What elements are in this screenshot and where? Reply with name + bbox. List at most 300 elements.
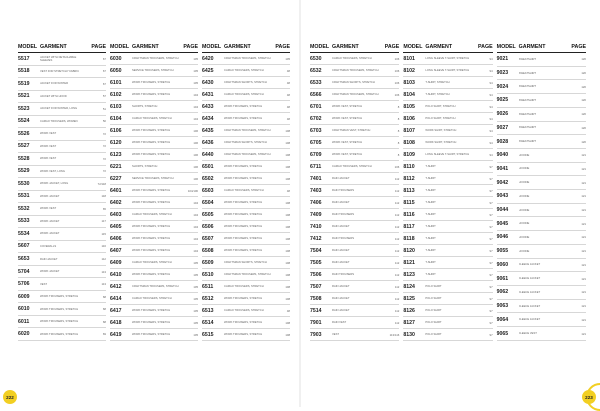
header-model: MODEL [497, 44, 519, 53]
table-row [110, 125, 198, 137]
page-reference: 105 [181, 257, 198, 269]
table-row [110, 281, 198, 293]
table-row [497, 53, 586, 67]
garment-name: WORK TROUSERS, STRETCH [132, 245, 181, 257]
model-number: 7401 [310, 173, 332, 185]
table-row [310, 293, 399, 305]
garment-name: CARGO TROUSERS, STRETCH [132, 293, 181, 305]
garment-name: WORK JACKET, LONG [40, 178, 89, 191]
garment-name: T-SHIRT [425, 257, 475, 269]
garment-name: FLEECE JACKET [519, 272, 569, 286]
page-reference: 67 [89, 65, 106, 78]
page-reference: 121 [569, 244, 586, 258]
garment-name: CRAFTSMAN TROUSERS, STRETCH [132, 53, 181, 65]
garment-name: RAIN JACKET [40, 253, 89, 266]
model-number: 6123 [110, 149, 132, 161]
table-row [18, 315, 106, 328]
garment-name: HOODIE [519, 203, 569, 217]
page-reference: 106 [382, 161, 399, 173]
table-row [110, 101, 198, 113]
table-row [497, 299, 586, 313]
page-reference: 112 [382, 245, 399, 257]
page-reference: 121 [569, 327, 586, 341]
table-row [310, 329, 399, 341]
garment-name: WORK TROUSERS, STRETCH [132, 269, 181, 281]
table-header-row [18, 44, 106, 53]
header-garment: GARMENT [40, 44, 89, 53]
garment-name: T-SHIRT [425, 233, 475, 245]
model-number: 6701 [310, 101, 332, 113]
table-row [403, 317, 492, 329]
table-row [497, 66, 586, 80]
model-number: 8106 [403, 113, 425, 125]
model-number: 6709 [310, 149, 332, 161]
garment-name: RAIN TROUSERS [332, 233, 382, 245]
garment-name: WORK TROUSERS, STRETCH [40, 290, 89, 303]
model-number: 8116 [403, 209, 425, 221]
garment-name: CRAFTSMAN TROUSERS, STRETCH [332, 89, 382, 101]
garment-name: CARGO TROUSERS, STRETCH [332, 53, 382, 65]
table-row [403, 125, 492, 137]
table-row [403, 293, 492, 305]
page-reference: 72 [89, 153, 106, 166]
garment-name: T-SHIRT [425, 185, 475, 197]
garment-name: WORK TROUSERS, STRETCH [224, 221, 273, 233]
table-row [310, 161, 399, 173]
table-row [310, 77, 399, 89]
garment-name: LONG SLEEVE T-SHIRT, STRETCH [425, 53, 475, 65]
model-number: 6703 [310, 125, 332, 137]
model-number: 5533 [18, 215, 40, 228]
page-reference: 48 [273, 77, 290, 89]
garment-name: HOODIE [519, 162, 569, 176]
table-row [403, 245, 492, 257]
table-row [497, 244, 586, 258]
table-row [403, 221, 492, 233]
garment-name: WORK JACKET [40, 190, 89, 203]
table-row [18, 253, 106, 266]
page-reference: 108 [273, 269, 290, 281]
page-reference: 97 [476, 281, 493, 293]
page-reference: 121 [569, 203, 586, 217]
table-row [110, 329, 198, 341]
page-reference: 97 [476, 233, 493, 245]
garment-name: T-SHIRT [425, 221, 475, 233]
model-index-table [110, 44, 198, 341]
model-number: 5519 [18, 78, 40, 91]
table-row [403, 281, 492, 293]
garment-name: CRAFTSMAN SHORTS, STRETCH [224, 137, 273, 149]
table-row [202, 65, 290, 77]
garment-name: WORK TROUSERS, STRETCH [224, 173, 273, 185]
garment-name: CRAFTSMAN SHORTS, STRETCH [224, 257, 273, 269]
table-row [403, 305, 492, 317]
model-number: 9041 [497, 162, 519, 176]
model-number: 6101 [110, 77, 132, 89]
table-row [403, 257, 492, 269]
model-number: 6420 [202, 53, 224, 65]
garment-name: WORK TROUSERS, STRETCH [132, 317, 181, 329]
garment-name: CRAFTSMAN TROUSERS, STRETCH [332, 65, 382, 77]
table-row [310, 221, 399, 233]
model-number: 9042 [497, 176, 519, 190]
table-row [310, 269, 399, 281]
model-number: 6504 [202, 197, 224, 209]
model-index-table [202, 44, 290, 341]
page-reference: 108 [273, 161, 290, 173]
garment-name: RAIN VEST [332, 317, 382, 329]
model-number: 5532 [18, 203, 40, 216]
model-number: 8125 [403, 293, 425, 305]
garment-name: WORK VEST, STRETCH [332, 101, 382, 113]
page-reference: 112 [382, 269, 399, 281]
page-reference: 48 [273, 65, 290, 77]
model-number: 9040 [497, 148, 519, 162]
page-reference: 113/116 [382, 329, 399, 341]
model-number: 7903 [310, 329, 332, 341]
page-reference: 104 [181, 233, 198, 245]
model-number: 6412 [110, 281, 132, 293]
table-row [110, 245, 198, 257]
model-number: 6120 [110, 137, 132, 149]
page-reference: 72/118 [89, 178, 106, 191]
table-row [310, 233, 399, 245]
table-row [497, 176, 586, 190]
model-number: 8118 [403, 233, 425, 245]
garment-name: T-SHIRT, STRETCH [425, 89, 475, 101]
model-number: 6020 [18, 328, 40, 341]
garment-name: JACKET FOR WINTER [40, 78, 89, 91]
table-row [110, 137, 198, 149]
page-reference: 108 [273, 293, 290, 305]
page-reference: 69 [89, 328, 106, 341]
model-number: 6011 [18, 315, 40, 328]
garment-name: POLO SHIRT, STRETCH [425, 101, 475, 113]
model-number: 6512 [202, 293, 224, 305]
page-reference: 108 [273, 221, 290, 233]
model-number: 6566 [310, 89, 332, 101]
model-number: 7506 [310, 269, 332, 281]
page-reference: 8 [382, 101, 399, 113]
page-reference: 97 [476, 185, 493, 197]
page-reference: 108 [273, 245, 290, 257]
page-reference: 48 [273, 101, 290, 113]
model-number: 6431 [202, 89, 224, 101]
garment-name: SWEATSHIRT [519, 135, 569, 149]
table-header-row [497, 44, 586, 53]
page-reference: 67 [89, 53, 106, 66]
model-number: 6705 [310, 137, 332, 149]
page-reference: 120 [569, 94, 586, 108]
model-number: 5704 [18, 265, 40, 278]
model-number: 5534 [18, 228, 40, 241]
table-row [310, 317, 399, 329]
page-reference: 112 [382, 173, 399, 185]
garment-name: T-SHIRT [425, 269, 475, 281]
model-number: 6030 [110, 53, 132, 65]
table-row [18, 90, 106, 103]
table-row [202, 257, 290, 269]
garment-name: WORK TROUSERS, STRETCH [224, 233, 273, 245]
table-row [110, 269, 198, 281]
header-garment: GARMENT [224, 44, 273, 53]
table-row [110, 53, 198, 65]
model-number: 5523 [18, 103, 40, 116]
index-tables-left [18, 44, 290, 341]
page-reference: 68 [89, 290, 106, 303]
garment-name: WORK VEST, LONG [40, 165, 89, 178]
table-row [202, 173, 290, 185]
table-row [18, 303, 106, 316]
model-number: 8109 [403, 149, 425, 161]
model-number: 9025 [497, 94, 519, 108]
garment-name: CRAFTSMAN TROUSERS, STRETCH [224, 125, 273, 137]
table-row [497, 313, 586, 327]
page-reference: 121 [569, 176, 586, 190]
garment-name: CRAFTSMAN VEST, STRETCH [332, 125, 382, 137]
model-number: 8120 [403, 245, 425, 257]
page-reference: 120 [569, 135, 586, 149]
model-number: 6506 [202, 221, 224, 233]
header-garment: GARMENT [332, 44, 382, 53]
model-number: 8113 [403, 185, 425, 197]
garment-name: HOODIE [519, 244, 569, 258]
model-number: 6505 [202, 209, 224, 221]
garment-name: WORK TROUSERS, STRETCH [132, 77, 181, 89]
page-reference: 106 [181, 125, 198, 137]
model-number: 9024 [497, 80, 519, 94]
table-row [202, 293, 290, 305]
page-reference: 117 [89, 215, 106, 228]
page-reference: 97 [476, 257, 493, 269]
model-number: 9065 [497, 327, 519, 341]
garment-name: T-SHIRT, STRETCH [425, 77, 475, 89]
page-reference: 105 [181, 305, 198, 317]
garment-name: WORK TROUSERS, STRETCH [224, 113, 273, 125]
model-number: 6503 [202, 185, 224, 197]
page-reference: 112 [382, 185, 399, 197]
garment-name: CARGO TROUSERS, STRETCH [224, 305, 273, 317]
table-row [310, 113, 399, 125]
table-row [403, 113, 492, 125]
model-number: 7410 [310, 221, 332, 233]
page-reference: 94 [476, 113, 493, 125]
table-row [202, 161, 290, 173]
page-number-right: 223 [582, 390, 596, 404]
model-number: 6711 [310, 161, 332, 173]
model-number: 6103 [110, 101, 132, 113]
model-number: 6434 [202, 113, 224, 125]
page-reference: 8 [382, 125, 399, 137]
garment-name: WORK TROUSERS, STRETCH [40, 328, 89, 341]
model-number: 6430 [202, 77, 224, 89]
page-reference: 118 [89, 190, 106, 203]
model-number: 5706 [18, 278, 40, 291]
garment-name: WORK VEST [40, 203, 89, 216]
model-number: 6417 [110, 305, 132, 317]
table-row [497, 94, 586, 108]
page-reference: 105 [273, 53, 290, 65]
table-row [202, 281, 290, 293]
table-row [310, 209, 399, 221]
garment-name: RAIN TROUSERS [332, 185, 382, 197]
model-number: 9026 [497, 107, 519, 121]
model-number: 7507 [310, 281, 332, 293]
model-number: 5528 [18, 153, 40, 166]
model-number: 8112 [403, 173, 425, 185]
page-reference: 106 [181, 161, 198, 173]
table-row [18, 165, 106, 178]
index-tables-right [310, 44, 586, 341]
header-model: MODEL [202, 44, 224, 53]
garment-name: WORK TROUSERS, STRETCH [224, 161, 273, 173]
garment-name: WORK JACKET [40, 228, 89, 241]
table-row [202, 77, 290, 89]
model-number: 6515 [202, 329, 224, 341]
garment-name: HOODIE [519, 217, 569, 231]
page-reference: 106 [382, 77, 399, 89]
page-reference: 120 [569, 107, 586, 121]
page-number-left: 222 [3, 390, 17, 404]
garment-name: POLO SHIRT [425, 281, 475, 293]
garment-name: SERVICE TROUSERS, STRETCH [132, 65, 181, 77]
model-number: 5527 [18, 140, 40, 153]
table-row [403, 197, 492, 209]
model-number: 6508 [202, 245, 224, 257]
table-header-row [202, 44, 290, 53]
page-reference: 94 [476, 89, 493, 101]
garment-name: WORK TROUSERS, STRETCH [132, 329, 181, 341]
table-row [18, 53, 106, 66]
page-reference: 105 [181, 65, 198, 77]
table-row [202, 137, 290, 149]
table-row [497, 107, 586, 121]
model-number: 5526 [18, 128, 40, 141]
page-reference: 104 [181, 197, 198, 209]
table-row [18, 78, 106, 91]
page-reference: 97 [476, 269, 493, 281]
table-row [18, 265, 106, 278]
model-number: 7403 [310, 185, 332, 197]
page-reference: 8 [382, 137, 399, 149]
page-reference: 112 [382, 317, 399, 329]
table-row [403, 77, 492, 89]
model-number: 9044 [497, 203, 519, 217]
page-reference: 8 [382, 113, 399, 125]
table-row [18, 153, 106, 166]
page-reference: 121 [569, 272, 586, 286]
header-page: PAGE [476, 44, 493, 53]
model-number: 9045 [497, 217, 519, 231]
page-reference: 108 [273, 197, 290, 209]
model-number: 8101 [403, 53, 425, 65]
table-row [18, 228, 106, 241]
garment-name: POLO SHIRT [425, 305, 475, 317]
model-number: 5518 [18, 65, 40, 78]
garment-name: FLEECE JACKET [519, 285, 569, 299]
page-reference: 120 [569, 121, 586, 135]
model-number: 6009 [18, 290, 40, 303]
page-reference: 97 [476, 245, 493, 257]
model-number: 5529 [18, 165, 40, 178]
model-number: 6530 [310, 53, 332, 65]
model-number: 6419 [110, 329, 132, 341]
model-number: 6436 [202, 137, 224, 149]
table-row [202, 185, 290, 197]
model-number: 8126 [403, 305, 425, 317]
page-reference: 112 [382, 233, 399, 245]
model-number: 5524 [18, 115, 40, 128]
header-model: MODEL [310, 44, 332, 53]
model-number: 6532 [310, 65, 332, 77]
garment-name: VEST [40, 278, 89, 291]
garment-name: POLO SHIRT [425, 329, 475, 341]
page-reference: 121 [569, 313, 586, 327]
garment-name: CRAFTSMAN TROUSERS, STRETCH [132, 281, 181, 293]
table-row [18, 103, 106, 116]
page-reference: 68 [89, 303, 106, 316]
page-reference: 121 [569, 299, 586, 313]
table-row [310, 125, 399, 137]
model-number: 9060 [497, 258, 519, 272]
table-row [202, 329, 290, 341]
garment-name: WORK TROUSERS, STRETCH [224, 329, 273, 341]
table-row [18, 203, 106, 216]
table-row [202, 101, 290, 113]
model-number: 7504 [310, 245, 332, 257]
table-row [110, 317, 198, 329]
table-row [202, 89, 290, 101]
table-row [403, 233, 492, 245]
garment-name: WORK TROUSERS, STRETCH [40, 303, 89, 316]
page-reference: 108 [273, 233, 290, 245]
model-number: 6407 [110, 245, 132, 257]
page-reference: 106 [181, 173, 198, 185]
garment-name: FLEECE JACKET [519, 258, 569, 272]
model-number: 7412 [310, 233, 332, 245]
model-number: 6533 [310, 77, 332, 89]
table-row [202, 113, 290, 125]
garment-name: WORK VEST [40, 140, 89, 153]
model-number: 6502 [202, 173, 224, 185]
table-row [110, 209, 198, 221]
table-row [110, 173, 198, 185]
table-row [497, 258, 586, 272]
page-reference: 106 [382, 89, 399, 101]
page-reference: 72 [89, 165, 106, 178]
table-row [497, 121, 586, 135]
model-number: 9055 [497, 244, 519, 258]
header-page: PAGE [273, 44, 290, 53]
page-reference: 97 [476, 161, 493, 173]
garment-name: JACKET WITH DETACHABLE SLEEVES [40, 53, 89, 66]
model-number: 6402 [110, 197, 132, 209]
garment-name: LONG SLEEVE T-SHIRT, STRETCH [425, 149, 475, 161]
page-reference: 94 [476, 65, 493, 77]
model-number: 7406 [310, 197, 332, 209]
table-row [18, 65, 106, 78]
page-reference: 104 [181, 209, 198, 221]
model-number: 8130 [403, 329, 425, 341]
page-reference: 105 [181, 329, 198, 341]
header-model: MODEL [110, 44, 132, 53]
page-reference: 48 [273, 185, 290, 197]
garment-name: WORK TROUSERS, STRETCH [132, 221, 181, 233]
table-row [403, 53, 492, 65]
table-row [403, 185, 492, 197]
table-row [18, 240, 106, 253]
model-number: 7901 [310, 317, 332, 329]
